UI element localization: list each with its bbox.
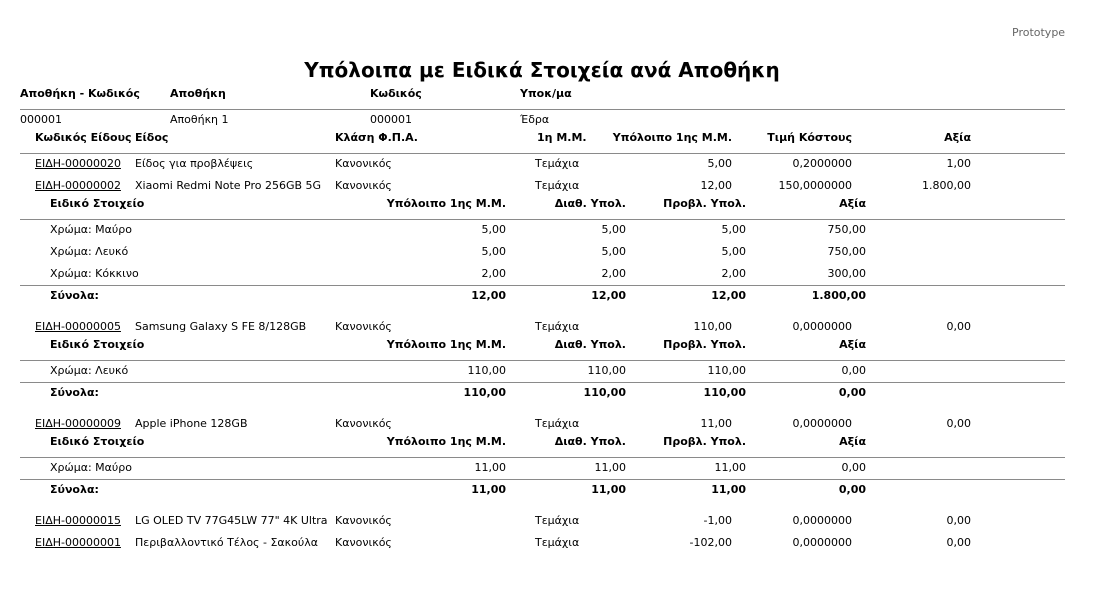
attr-avail: 11,00 [594, 461, 626, 474]
total-forecast: 110,00 [703, 386, 746, 399]
item-code-link[interactable]: ΕΙΔΗ-00000005 [35, 320, 121, 333]
branch-code: 000001 [370, 113, 412, 126]
attr-value: 750,00 [827, 245, 866, 258]
divider [20, 382, 1065, 383]
total-balance: 110,00 [463, 386, 506, 399]
attr-value-header: Αξία [839, 197, 866, 210]
attr-avail: 5,00 [601, 223, 626, 236]
warehouse-name-header: Αποθήκη [170, 87, 226, 100]
item-balance: 110,00 [693, 320, 732, 333]
item-vat-class: Κανονικός [335, 514, 392, 527]
attr-balance-header: Υπόλοιπο 1ης Μ.Μ. [386, 338, 506, 351]
item-uom: Τεμάχια [535, 514, 580, 527]
attr-value: 300,00 [827, 267, 866, 280]
attr-name: Χρώμα: Λευκό [50, 245, 129, 258]
total-forecast: 12,00 [711, 289, 746, 302]
item-uom: Τεμάχια [535, 536, 580, 549]
item-value: 1.800,00 [922, 179, 971, 192]
attr-name: Χρώμα: Λευκό [50, 364, 129, 377]
item-name: Είδος για προβλέψεις [135, 157, 254, 170]
total-forecast: 11,00 [711, 483, 746, 496]
attr-avail-header: Διαθ. Υπολ. [554, 338, 626, 351]
divider [20, 360, 1065, 361]
item-cost: 150,0000000 [778, 179, 852, 192]
cost-header: Τιμή Κόστους [767, 131, 852, 144]
attr-forecast: 5,00 [721, 245, 746, 258]
attr-header: Ειδικό Στοιχείο [50, 338, 145, 351]
attr-value: 0,00 [841, 461, 866, 474]
attr-forecast-header: Προβλ. Υπολ. [663, 338, 746, 351]
item-value: 0,00 [946, 417, 971, 430]
item-cost: 0,0000000 [792, 417, 852, 430]
attr-balance: 110,00 [467, 364, 506, 377]
item-name: LG OLED TV 77G45LW 77" 4K Ultra [135, 514, 328, 527]
attr-avail: 5,00 [601, 245, 626, 258]
total-avail: 11,00 [591, 483, 626, 496]
item-name: Xiaomi Redmi Note Pro 256GB 5G [135, 179, 322, 192]
totals-label: Σύνολα: [50, 289, 99, 302]
divider [20, 219, 1065, 220]
attr-value-header: Αξία [839, 435, 866, 448]
item-balance: 5,00 [707, 157, 732, 170]
divider [20, 109, 1065, 110]
attr-name: Χρώμα: Κόκκινο [50, 267, 139, 280]
divider [20, 457, 1065, 458]
branch-code-header: Κωδικός [370, 87, 422, 100]
attr-balance: 5,00 [481, 245, 506, 258]
warehouse-name: Αποθήκη 1 [170, 113, 229, 126]
uom-header: 1η Μ.Μ. [537, 131, 587, 144]
attr-avail-header: Διαθ. Υπολ. [554, 197, 626, 210]
attr-balance: 2,00 [481, 267, 506, 280]
item-vat-class: Κανονικός [335, 536, 392, 549]
divider [20, 153, 1065, 154]
totals-label: Σύνολα: [50, 483, 99, 496]
item-code-link[interactable]: ΕΙΔΗ-00000002 [35, 179, 121, 192]
attr-balance: 11,00 [474, 461, 506, 474]
total-value: 0,00 [838, 483, 866, 496]
attr-balance: 5,00 [481, 223, 506, 236]
item-uom: Τεμάχια [535, 157, 580, 170]
attr-balance-header: Υπόλοιπο 1ης Μ.Μ. [386, 435, 506, 448]
total-value: 1.800,00 [811, 289, 866, 302]
attr-avail: 2,00 [601, 267, 626, 280]
branch-name: Έδρα [520, 113, 550, 126]
item-cost: 0,0000000 [792, 536, 852, 549]
item-vat-class: Κανονικός [335, 320, 392, 333]
branch-header: Υποκ/μα [520, 87, 572, 100]
item-uom: Τεμάχια [535, 320, 580, 333]
item-cost: 0,0000000 [792, 514, 852, 527]
item-cost: 0,2000000 [792, 157, 852, 170]
item-balance: -102,00 [689, 536, 732, 549]
item-name-header: Είδος [135, 131, 169, 144]
attr-header: Ειδικό Στοιχείο [50, 197, 145, 210]
item-name: Samsung Galaxy S FE 8/128GB [135, 320, 307, 333]
report-title: Υπόλοιπα με Ειδικά Στοιχεία ανά Αποθήκη [304, 58, 780, 82]
attr-balance-header: Υπόλοιπο 1ης Μ.Μ. [386, 197, 506, 210]
attr-forecast: 2,00 [721, 267, 746, 280]
attr-value: 0,00 [841, 364, 866, 377]
item-balance: -1,00 [703, 514, 732, 527]
item-uom: Τεμάχια [535, 417, 580, 430]
vat-class-header: Κλάση Φ.Π.Α. [335, 131, 418, 144]
totals-label: Σύνολα: [50, 386, 99, 399]
item-name: Apple iPhone 128GB [135, 417, 248, 430]
total-avail: 110,00 [583, 386, 626, 399]
item-code-link[interactable]: ΕΙΔΗ-00000009 [35, 417, 121, 430]
item-code-link[interactable]: ΕΙΔΗ-00000001 [35, 536, 121, 549]
prototype-label: Prototype [1012, 26, 1066, 39]
item-balance: 11,00 [700, 417, 732, 430]
item-uom: Τεμάχια [535, 179, 580, 192]
item-vat-class: Κανονικός [335, 179, 392, 192]
attr-forecast-header: Προβλ. Υπολ. [663, 435, 746, 448]
attr-forecast: 5,00 [721, 223, 746, 236]
attr-header: Ειδικό Στοιχείο [50, 435, 145, 448]
total-balance: 12,00 [471, 289, 506, 302]
attr-name: Χρώμα: Μαύρο [50, 461, 133, 474]
divider [20, 285, 1065, 286]
item-vat-class: Κανονικός [335, 417, 392, 430]
value-header: Αξία [944, 131, 971, 144]
total-balance: 11,00 [471, 483, 506, 496]
attr-value: 750,00 [827, 223, 866, 236]
warehouse-code-header: Αποθήκη - Κωδικός [20, 87, 140, 100]
warehouse-code: 000001 [20, 113, 62, 126]
attr-forecast-header: Προβλ. Υπολ. [663, 197, 746, 210]
item-name: Περιβαλλοντικό Τέλος - Σακούλα [135, 536, 319, 549]
attr-value-header: Αξία [839, 338, 866, 351]
divider [20, 479, 1065, 480]
attr-name: Χρώμα: Μαύρο [50, 223, 133, 236]
item-code-link[interactable]: ΕΙΔΗ-00000015 [35, 514, 121, 527]
attr-forecast: 110,00 [707, 364, 746, 377]
attr-avail-header: Διαθ. Υπολ. [554, 435, 626, 448]
item-vat-class: Κανονικός [335, 157, 392, 170]
balance-header: Υπόλοιπο 1ης Μ.Μ. [612, 131, 732, 144]
item-code-header: Κωδικός Είδους [35, 131, 132, 144]
item-value: 0,00 [946, 536, 971, 549]
item-cost: 0,0000000 [792, 320, 852, 333]
total-avail: 12,00 [591, 289, 626, 302]
attr-avail: 110,00 [587, 364, 626, 377]
item-balance: 12,00 [700, 179, 732, 192]
item-code-link[interactable]: ΕΙΔΗ-00000020 [35, 157, 121, 170]
total-value: 0,00 [838, 386, 866, 399]
item-value: 0,00 [946, 514, 971, 527]
item-value: 1,00 [946, 157, 971, 170]
item-value: 0,00 [946, 320, 971, 333]
attr-forecast: 11,00 [714, 461, 746, 474]
